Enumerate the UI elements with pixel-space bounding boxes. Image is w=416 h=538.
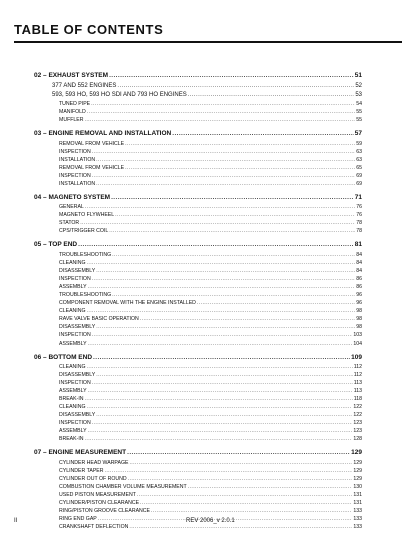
- toc-entry[interactable]: [34, 139, 362, 147]
- toc-entry-label: RING/PISTON GROOVE CLEARANCE: [59, 508, 150, 515]
- toc-entry-page: 69: [356, 181, 362, 188]
- toc-entry-label: DISASSEMBLY: [59, 267, 96, 274]
- toc-entry[interactable]: [34, 250, 362, 258]
- toc-entry[interactable]: [34, 259, 362, 267]
- toc-entry-label: COMPONENT REMOVAL WITH THE ENGINE INSTALLED: [59, 300, 196, 307]
- toc-entry[interactable]: [34, 283, 362, 291]
- toc-entry-page: 103: [353, 332, 362, 339]
- toc-entry[interactable]: [34, 331, 362, 339]
- toc-entry-label: CYLINDER OUT OF ROUND: [59, 475, 127, 482]
- toc-entry-label: TROUBLESHOOTING: [59, 291, 112, 298]
- toc-section-entry[interactable]: [34, 192, 362, 203]
- dot-leader: [127, 448, 350, 458]
- dot-leader: [197, 299, 355, 307]
- toc-entry-label: 02 – EXHAUST SYSTEM: [34, 72, 109, 79]
- toc-entry-page: 131: [353, 491, 362, 498]
- toc-entry[interactable]: [34, 491, 362, 499]
- toc-entry-page: 57: [354, 130, 362, 138]
- toc-entry-label: INSPECTION: [59, 275, 91, 282]
- toc-entry[interactable]: [34, 403, 362, 411]
- dot-leader: [188, 91, 355, 100]
- dot-leader: [87, 108, 355, 116]
- dot-leader: [96, 156, 355, 164]
- toc-entry-page: 76: [356, 204, 362, 211]
- toc-section-entry[interactable]: [34, 70, 362, 81]
- toc-entry-label: CRANKSHAFT DEFLECTION: [59, 524, 129, 531]
- dot-leader: [80, 219, 355, 227]
- toc-entry-page: 63: [356, 148, 362, 155]
- toc-entry[interactable]: [34, 227, 362, 235]
- toc-entry-page: 122: [353, 412, 362, 419]
- toc-entry[interactable]: [34, 108, 362, 116]
- toc-entry[interactable]: [34, 387, 362, 395]
- toc-entry-label: INSPECTION: [59, 420, 91, 427]
- toc-entry-page: 129: [353, 475, 362, 482]
- toc-entry-label: CYLINDER/PISTON CLEARANCE: [59, 500, 140, 507]
- dot-leader: [137, 491, 352, 499]
- dot-leader: [128, 475, 353, 483]
- toc-entry-page: 84: [356, 259, 362, 266]
- toc-entry[interactable]: [34, 275, 362, 283]
- toc-entry-label: INSTALLATION: [59, 156, 96, 163]
- toc-entry-label: DISASSEMBLY: [59, 371, 96, 378]
- toc-entry-label: INSPECTION: [59, 332, 91, 339]
- page-title: TABLE OF CONTENTS: [14, 22, 164, 37]
- dot-leader: [85, 395, 353, 403]
- toc-entry[interactable]: [34, 81, 362, 91]
- toc-entry-label: BREAK-IN: [59, 396, 84, 402]
- toc-entry-page: 86: [356, 275, 362, 282]
- toc-entry[interactable]: [34, 219, 362, 227]
- toc-entry-page: 65: [356, 164, 362, 171]
- toc-entry-label: REMOVAL FROM VEHICLE: [59, 164, 125, 171]
- dot-leader: [87, 307, 356, 315]
- dot-leader: [91, 100, 355, 108]
- toc-entry-page: 51: [354, 72, 362, 79]
- toc-entry-label: CLEANING: [59, 363, 86, 370]
- toc-entry-label: 03 – ENGINE REMOVAL AND INSTALLATION: [34, 130, 172, 138]
- toc-entry-label: INSPECTION: [59, 148, 91, 155]
- toc-entry[interactable]: [34, 299, 362, 307]
- dot-leader: [112, 251, 355, 259]
- toc-entry-page: 123: [353, 420, 362, 427]
- toc-entry-page: 122: [353, 404, 362, 411]
- table-of-contents: [34, 70, 362, 531]
- dot-leader: [172, 129, 354, 139]
- toc-entry-label: ASSEMBLY: [59, 428, 87, 435]
- toc-entry-page: 98: [356, 308, 362, 315]
- toc-entry-page: 112: [353, 371, 362, 378]
- toc-entry-label: STATOR: [59, 220, 80, 227]
- dot-leader: [129, 523, 352, 531]
- toc-entry-page: 96: [356, 291, 362, 298]
- toc-entry-label: ASSEMBLY: [59, 387, 87, 394]
- dot-leader: [78, 240, 354, 250]
- toc-entry-page: 71: [354, 194, 362, 202]
- title-divider: [14, 41, 402, 43]
- toc-entry-page: 98: [356, 324, 362, 331]
- dot-leader: [140, 499, 352, 507]
- toc-entry[interactable]: [34, 267, 362, 275]
- toc-entry-page: 113: [353, 387, 362, 394]
- toc-entry-page: 81: [354, 241, 362, 249]
- toc-entry-page: 86: [356, 283, 362, 290]
- toc-entry[interactable]: [34, 156, 362, 164]
- dot-leader: [92, 419, 353, 427]
- toc-entry[interactable]: [34, 203, 362, 211]
- toc-entry-label: RING END GAP: [59, 516, 97, 523]
- toc-entry-label: GENERAL: [59, 204, 84, 211]
- toc-section-entry[interactable]: [34, 239, 362, 250]
- dot-leader: [88, 340, 353, 348]
- toc-entry-page: 59: [356, 140, 362, 147]
- toc-entry-label: INSPECTION: [59, 379, 91, 386]
- toc-entry-page: 104: [353, 340, 362, 347]
- toc-entry-label: CLEANING: [59, 308, 86, 315]
- toc-entry-label: 04 – MAGNETO SYSTEM: [34, 194, 111, 202]
- toc-entry-page: 130: [353, 483, 362, 490]
- dot-leader: [92, 331, 353, 339]
- toc-entry-label: MUFFLER: [59, 117, 84, 124]
- toc-entry-page: 129: [353, 459, 362, 466]
- toc-entry-page: 84: [356, 251, 362, 258]
- toc-section-entry[interactable]: [34, 128, 362, 139]
- dot-leader: [109, 227, 355, 235]
- dot-leader: [129, 459, 352, 467]
- toc-entry-page: 78: [356, 228, 362, 235]
- toc-entry-label: COMBUSTION CHAMBER VOLUME MEASUREMENT: [59, 483, 187, 490]
- toc-entry-label: ASSEMBLY: [59, 340, 87, 347]
- toc-entry-label: BREAK-IN: [59, 436, 84, 443]
- toc-entry[interactable]: [34, 307, 362, 315]
- dot-leader: [85, 435, 353, 443]
- toc-entry-label: 06 – BOTTOM END: [34, 353, 93, 361]
- toc-entry-label: USED PISTON MEASUREMENT: [59, 491, 136, 498]
- toc-entry-label: TUNED PIPE: [59, 101, 91, 108]
- dot-leader: [105, 467, 353, 475]
- toc-entry-page: 96: [356, 300, 362, 307]
- toc-entry[interactable]: [34, 427, 362, 435]
- dot-leader: [85, 116, 356, 124]
- dot-leader: [125, 164, 355, 172]
- toc-entry[interactable]: [34, 100, 362, 108]
- toc-entry-page: 123: [353, 428, 362, 435]
- toc-entry-label: 593, 593 HO, 593 HO SDI AND 793 HO ENGINES: [52, 92, 187, 99]
- toc-entry-page: 55: [356, 109, 362, 116]
- toc-entry-page: 128: [353, 436, 362, 443]
- toc-entry-page: 52: [355, 82, 362, 89]
- toc-entry-label: 377 AND 552 ENGINES: [52, 82, 117, 89]
- toc-entry-label: INSTALLATION: [59, 181, 96, 188]
- dot-leader: [151, 507, 352, 515]
- toc-entry[interactable]: [34, 339, 362, 347]
- toc-entry[interactable]: [34, 91, 362, 101]
- toc-entry-page: 55: [356, 117, 362, 124]
- dot-leader: [96, 411, 352, 419]
- toc-section-entry[interactable]: [34, 352, 362, 363]
- dot-leader: [125, 140, 355, 148]
- toc-entry-page: 133: [353, 508, 362, 515]
- dot-leader: [96, 180, 355, 188]
- toc-section-entry[interactable]: [34, 447, 362, 458]
- dot-leader: [188, 483, 353, 491]
- toc-entry-page: 129: [353, 467, 362, 474]
- toc-entry[interactable]: [34, 419, 362, 427]
- toc-entry-label: TROUBLESHOOTING: [59, 251, 112, 258]
- dot-leader: [115, 211, 355, 219]
- toc-entry-page: 98: [356, 316, 362, 323]
- toc-entry[interactable]: [34, 211, 362, 219]
- toc-entry-label: DISASSEMBLY: [59, 412, 96, 419]
- toc-entry-page: 129: [351, 449, 362, 457]
- toc-entry-label: CLEANING: [59, 404, 86, 411]
- footer-revision: REV 2006_v 2.0.1: [186, 518, 235, 524]
- toc-entry[interactable]: [34, 499, 362, 507]
- toc-entry[interactable]: [34, 315, 362, 323]
- toc-entry-page: 133: [353, 524, 362, 531]
- dot-leader: [92, 379, 353, 387]
- dot-leader: [109, 71, 354, 81]
- dot-leader: [88, 427, 353, 435]
- toc-entry-label: DISASSEMBLY: [59, 324, 96, 331]
- toc-entry[interactable]: [34, 467, 362, 475]
- toc-entry[interactable]: [34, 148, 362, 156]
- toc-entry-page: 109: [351, 353, 362, 361]
- toc-entry[interactable]: [34, 371, 362, 379]
- toc-entry[interactable]: [34, 164, 362, 172]
- toc-entry-page: 78: [356, 220, 362, 227]
- toc-entry-page: 133: [353, 516, 362, 523]
- toc-entry-page: 53: [355, 92, 362, 99]
- toc-entry-page: 69: [356, 172, 362, 179]
- dot-leader: [92, 172, 356, 180]
- dot-leader: [87, 363, 353, 371]
- toc-entry[interactable]: [34, 180, 362, 188]
- toc-entry[interactable]: [34, 411, 362, 419]
- dot-leader: [85, 203, 355, 211]
- dot-leader: [88, 387, 353, 395]
- toc-entry-page: 131: [353, 500, 362, 507]
- toc-entry-label: CYLINDER TAPER: [59, 467, 104, 474]
- toc-entry[interactable]: [34, 435, 362, 443]
- dot-leader: [111, 193, 354, 203]
- toc-entry[interactable]: [34, 116, 362, 124]
- toc-entry[interactable]: [34, 395, 362, 403]
- toc-entry-label: 07 – ENGINE MEASUREMENT: [34, 449, 127, 457]
- dot-leader: [87, 403, 353, 411]
- dot-leader: [140, 315, 355, 323]
- toc-entry-page: 84: [356, 267, 362, 274]
- toc-entry-page: 63: [356, 156, 362, 163]
- toc-entry-page: 118: [353, 396, 362, 402]
- toc-entry-label: CPS/TRIGGER COIL: [59, 228, 109, 235]
- dot-leader: [96, 267, 355, 275]
- toc-entry[interactable]: [34, 483, 362, 491]
- dot-leader: [93, 353, 350, 363]
- toc-entry[interactable]: [34, 379, 362, 387]
- toc-entry[interactable]: [34, 291, 362, 299]
- toc-entry-page: 113: [353, 379, 362, 386]
- toc-entry[interactable]: [34, 458, 362, 466]
- dot-leader: [117, 82, 354, 91]
- toc-entry-label: INSPECTION: [59, 172, 91, 179]
- toc-entry-label: MAGNETO FLYWHEEL: [59, 212, 115, 219]
- toc-entry[interactable]: [34, 507, 362, 515]
- toc-entry-label: REMOVAL FROM VEHICLE: [59, 140, 125, 147]
- toc-entry-label: ASSEMBLY: [59, 283, 87, 290]
- toc-entry-label: CYLINDER HEAD WARPAGE: [59, 459, 129, 466]
- toc-entry[interactable]: [34, 363, 362, 371]
- toc-entry-label: MANIFOLD: [59, 109, 86, 116]
- dot-leader: [92, 275, 356, 283]
- toc-entry[interactable]: [34, 172, 362, 180]
- dot-leader: [96, 371, 352, 379]
- dot-leader: [92, 148, 356, 156]
- toc-entry[interactable]: [34, 475, 362, 483]
- dot-leader: [96, 323, 355, 331]
- toc-entry[interactable]: [34, 323, 362, 331]
- toc-entry-label: CLEANING: [59, 259, 86, 266]
- toc-entry-page: 112: [353, 363, 362, 370]
- dot-leader: [87, 259, 356, 267]
- dot-leader: [112, 291, 355, 299]
- toc-entry-label: 05 – TOP END: [34, 241, 78, 249]
- toc-entry-page: 76: [356, 212, 362, 219]
- toc-entry-label: RAVE VALVE BASIC OPERATION: [59, 316, 139, 323]
- dot-leader: [88, 283, 356, 291]
- footer-page-number: II: [14, 518, 18, 524]
- toc-entry[interactable]: [34, 523, 362, 531]
- toc-entry-page: 54: [356, 101, 362, 108]
